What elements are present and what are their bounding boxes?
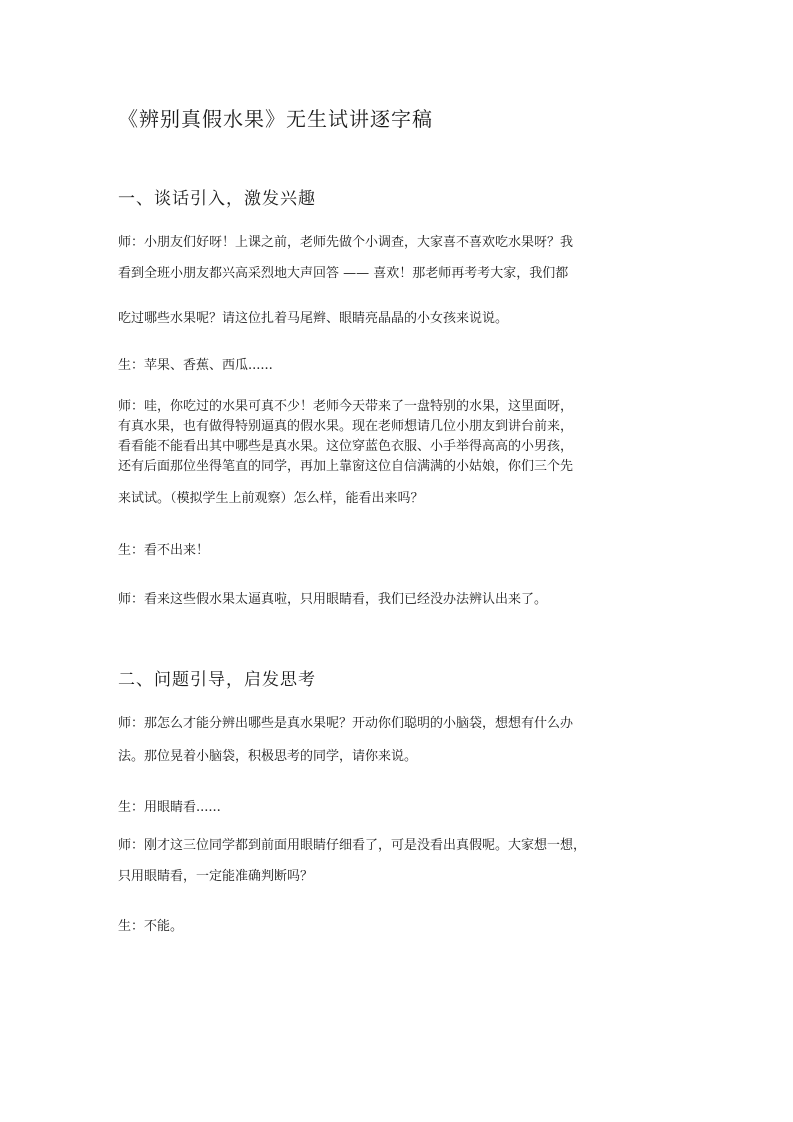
text-line: 法。那位晃着小脑袋，积极思考的同学，请你来说。 xyxy=(118,749,418,764)
text-line: 师：那怎么才能分辨出哪些是真水果呢？开动你们聪明的小脑袋，想想有什么办 xyxy=(118,716,574,731)
text-line: 看到全班小朋友都兴高采烈地大声回答 —— 喜欢！那老师再考考大家，我们都 xyxy=(118,266,569,281)
document-title: 《辨别真假水果》无生试讲逐字稿 xyxy=(118,107,433,131)
text-line: 只用眼睛看，一定能准确判断吗？ xyxy=(118,869,314,884)
paragraph-student-answer-2 xyxy=(118,541,678,561)
section-heading-2: 二、问题引导，启发思考 xyxy=(118,670,316,690)
text-line: 还有后面那位坐得笔直的同学，再加上靠窗这位自信满满的小姑娘，你们三个先 xyxy=(118,459,574,474)
paragraph-teacher-question xyxy=(118,714,678,767)
text-line: 师：哇，你吃过的水果可真不少！老师今天带来了一盘特别的水果，这里面呀， xyxy=(118,399,574,414)
text-line: 来试试。（模拟学生上前观察）怎么样，能看出来吗？ xyxy=(118,491,424,506)
paragraph-student-answer-4 xyxy=(118,917,678,937)
text-line: 生：苹果、香蕉、西瓜...... xyxy=(118,358,273,373)
paragraph-teacher-conclusion xyxy=(118,590,678,610)
text-line: 师：小朋友们好呀！上课之前，老师先做个小调查，大家喜不喜欢吃水果呀？我 xyxy=(118,235,574,250)
paragraph-teacher-fruit-plate xyxy=(118,397,678,509)
section-heading-1: 一、谈话引入，激发兴趣 xyxy=(118,189,316,209)
paragraph-teacher-followup xyxy=(118,836,678,887)
paragraph-student-answer-1 xyxy=(118,356,678,376)
text-line: 看看能不能看出其中哪些是真水果。这位穿蓝色衣服、小手举得高高的小男孩， xyxy=(118,439,574,454)
text-line: 师：刚才这三位同学都到前面用眼睛仔细看了，可是没看出真假呢。大家想一想， xyxy=(118,838,587,853)
text-line: 师：看来这些假水果太逼真啦，只用眼睛看，我们已经没办法辨认出来了。 xyxy=(118,592,548,607)
text-line: 生：不能。 xyxy=(118,919,184,934)
text-line: 生：看不出来！ xyxy=(118,543,210,558)
paragraph-student-answer-3 xyxy=(118,798,678,818)
paragraph-teacher-intro xyxy=(118,233,678,329)
text-line: 有真水果，也有做得特别逼真的假水果。现在老师想请几位小朋友到讲台前来， xyxy=(118,419,574,434)
text-line: 吃过哪些水果呢？请这位扎着马尾辫、眼睛亮晶晶的小女孩来说说。 xyxy=(118,311,509,326)
text-line: 生：用眼睛看...... xyxy=(118,800,221,815)
